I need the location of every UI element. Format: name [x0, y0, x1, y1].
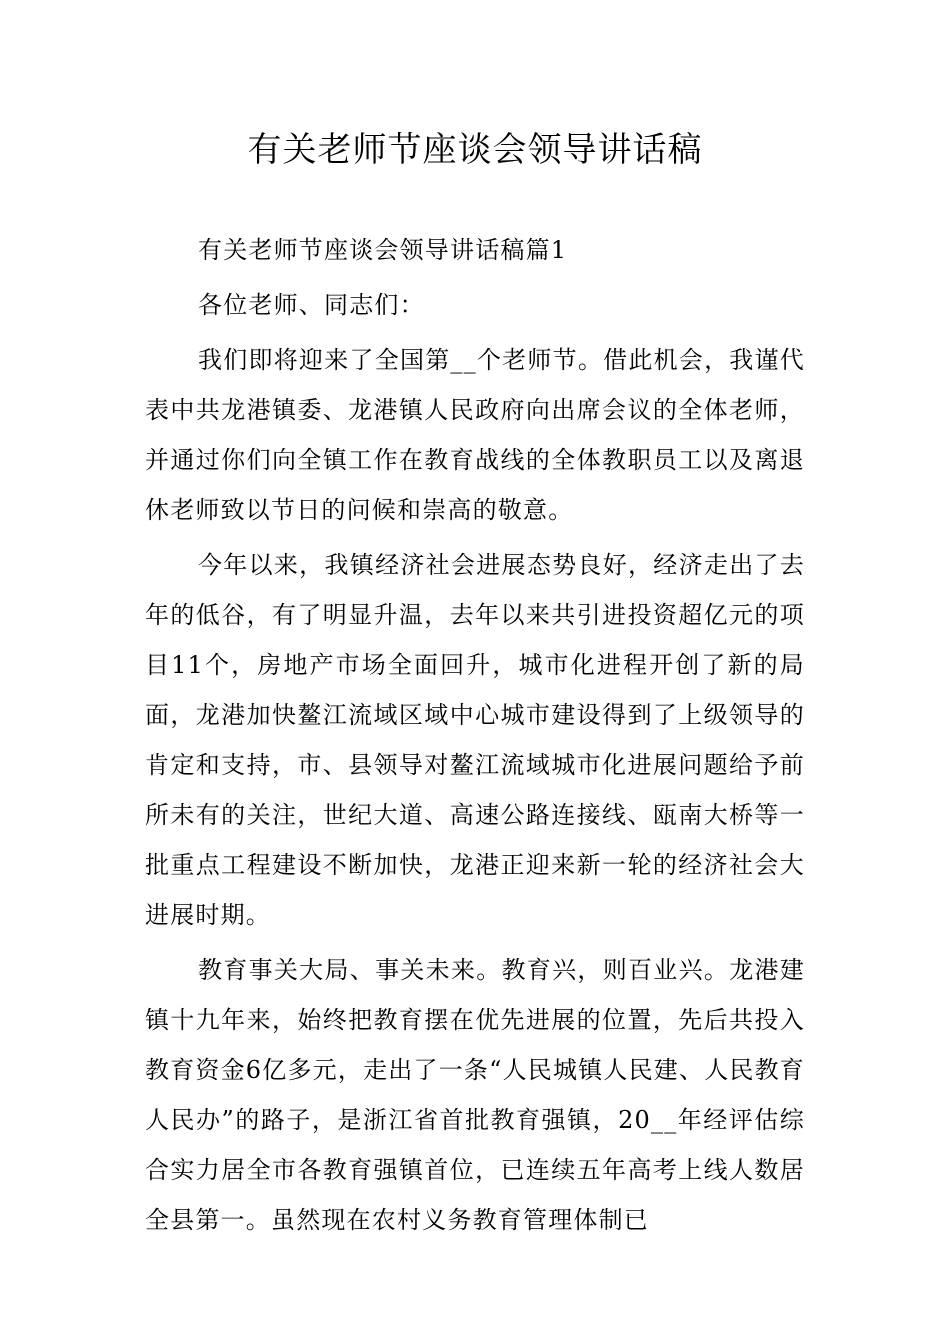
paragraph-3: 教育事关大局、事关未来。教育兴，则百业兴。龙港建镇十九年来，始终把教育摆在优先进展的位置，先后共投入教育资金6亿多元，走出了一条“人民城镇人民建、人民教育人民办”的路子，是浙江省首批教育强镇，20__年经评估综合实力居全市各教育强镇首位，已连续五年高考上线人数居全县第一。虽然现在农村义务教育管理体制已 — [145, 956, 805, 1234]
document-title: 有关老师节座谈会领导讲话稿 — [247, 130, 703, 170]
salutation: 各位老师、同志们： — [198, 291, 425, 319]
document-body — [145, 225, 805, 1245]
section-heading: 有关老师节座谈会领导讲话稿篇1 — [198, 236, 568, 264]
paragraph-1: 我们即将迎来了全国第__个老师节。借此机会，我谨代表中共龙港镇委、龙港镇人民政府向出席会议的全体老师，并通过你们向全镇工作在教育战线的全体教职员工以及离退休老师致以节日的问候和崇高的敬意。 — [145, 346, 805, 524]
paragraph-2: 今年以来，我镇经济社会进展态势良好，经济走出了去年的低谷，有了明显升温，去年以来共引进投资超亿元的项目11个，房地产市场全面回升，城市化进程开创了新的局面，龙港加快鳌江流域区域中心城市建设得到了上级领导的肯定和支持，市、县领导对鳌江流域城市化进展问题给予前所未有的关注，世纪大道、高速公路连接线、瓯南大桥等一批重点工程建设不断加快，龙港正迎来新一轮的经济社会大进展时期。 — [145, 551, 805, 929]
